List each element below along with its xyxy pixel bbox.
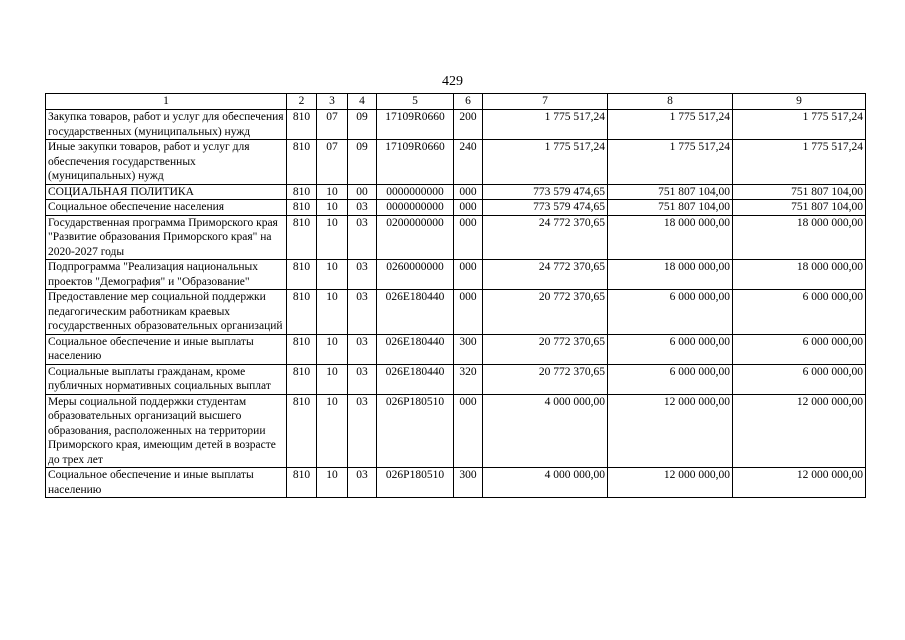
row-amount-col-9: 1 775 517,24 [733,140,866,185]
row-col-6: 000 [454,200,483,216]
row-col-2: 810 [287,334,317,364]
row-col-5: 17109R0660 [377,140,454,185]
row-amount-col-9: 1 775 517,24 [733,110,866,140]
row-amount-col-9: 18 000 000,00 [733,260,866,290]
row-col-2: 810 [287,468,317,498]
row-col-4: 09 [348,140,377,185]
row-amount-col-9: 6 000 000,00 [733,364,866,394]
row-col-3: 10 [317,290,348,335]
row-amount-col-7: 20 772 370,65 [483,334,608,364]
row-col-4: 03 [348,200,377,216]
row-amount-col-7: 1 775 517,24 [483,110,608,140]
header-col-5: 5 [377,94,454,110]
row-col-5: 0000000000 [377,200,454,216]
row-col-3: 10 [317,334,348,364]
row-col-6: 000 [454,290,483,335]
row-amount-col-7: 773 579 474,65 [483,184,608,200]
row-amount-col-8: 751 807 104,00 [608,200,733,216]
row-col-4: 03 [348,215,377,260]
row-amount-col-8: 18 000 000,00 [608,215,733,260]
row-amount-col-8: 6 000 000,00 [608,290,733,335]
row-col-4: 03 [348,290,377,335]
row-col-5: 0200000000 [377,215,454,260]
row-name: Предоставление мер социальной поддержки педагогическим работникам краевых государственных образовательных организаций [46,290,287,335]
row-amount-col-7: 4 000 000,00 [483,394,608,468]
row-amount-col-8: 6 000 000,00 [608,364,733,394]
header-col-8: 8 [608,94,733,110]
row-col-6: 000 [454,215,483,260]
row-amount-col-8: 12 000 000,00 [608,468,733,498]
row-col-5: 026Е180440 [377,364,454,394]
row-name: Социальные выплаты гражданам, кроме публичных нормативных социальных выплат [46,364,287,394]
header-col-4: 4 [348,94,377,110]
row-amount-col-9: 18 000 000,00 [733,215,866,260]
row-col-4: 03 [348,260,377,290]
row-col-3: 07 [317,140,348,185]
table-row [46,394,866,468]
table-row [46,468,866,498]
row-name: Государственная программа Приморского края "Развитие образования Приморского края" на 2020-2027 годы [46,215,287,260]
row-amount-col-9: 6 000 000,00 [733,290,866,335]
row-name: Социальное обеспечение населения [46,200,287,216]
table-row [46,140,866,185]
row-amount-col-8: 6 000 000,00 [608,334,733,364]
budget-table [45,93,866,498]
row-col-3: 10 [317,394,348,468]
table-row [46,290,866,335]
row-amount-col-7: 20 772 370,65 [483,290,608,335]
row-col-5: 026Р180510 [377,468,454,498]
row-col-4: 09 [348,110,377,140]
row-col-6: 200 [454,110,483,140]
row-name: Иные закупки товаров, работ и услуг для обеспечения государственных (муниципальных) нужд [46,140,287,185]
row-name: Подпрограмма "Реализация национальных проектов "Демография" и "Образование" [46,260,287,290]
row-col-2: 810 [287,110,317,140]
row-col-3: 10 [317,260,348,290]
row-col-5: 0260000000 [377,260,454,290]
header-col-7: 7 [483,94,608,110]
row-col-3: 10 [317,468,348,498]
table-row [46,260,866,290]
row-name: Меры социальной поддержки студентам образовательных организаций высшего образования, расположенных на территории Приморского края, имеющим детей в возрасте до трех лет [46,394,287,468]
row-col-5: 026Е180440 [377,334,454,364]
row-col-4: 03 [348,394,377,468]
row-col-2: 810 [287,200,317,216]
row-amount-col-8: 1 775 517,24 [608,110,733,140]
row-col-2: 810 [287,290,317,335]
row-amount-col-7: 24 772 370,65 [483,260,608,290]
row-col-4: 03 [348,334,377,364]
header-row [46,94,866,110]
row-col-5: 026Р180510 [377,394,454,468]
table-row [46,110,866,140]
row-col-6: 300 [454,468,483,498]
row-amount-col-8: 751 807 104,00 [608,184,733,200]
row-col-2: 810 [287,140,317,185]
header-col-6: 6 [454,94,483,110]
row-amount-col-7: 773 579 474,65 [483,200,608,216]
row-amount-col-9: 12 000 000,00 [733,468,866,498]
row-col-5: 17109R0660 [377,110,454,140]
table-row [46,334,866,364]
row-col-3: 10 [317,200,348,216]
row-col-2: 810 [287,394,317,468]
row-col-2: 810 [287,260,317,290]
page-number: 429 [442,74,463,89]
header-col-9: 9 [733,94,866,110]
row-amount-col-7: 24 772 370,65 [483,215,608,260]
row-col-2: 810 [287,215,317,260]
header-col-1: 1 [46,94,287,110]
row-amount-col-9: 6 000 000,00 [733,334,866,364]
row-col-4: 03 [348,364,377,394]
row-col-6: 240 [454,140,483,185]
table-row [46,200,866,216]
row-amount-col-7: 20 772 370,65 [483,364,608,394]
row-amount-col-8: 18 000 000,00 [608,260,733,290]
row-col-4: 00 [348,184,377,200]
row-col-2: 810 [287,184,317,200]
row-col-6: 000 [454,260,483,290]
row-name: Закупка товаров, работ и услуг для обеспечения государственных (муниципальных) нужд [46,110,287,140]
row-col-6: 000 [454,394,483,468]
row-col-3: 10 [317,184,348,200]
row-col-3: 10 [317,364,348,394]
row-col-2: 810 [287,364,317,394]
row-name: Социальное обеспечение и иные выплаты населению [46,468,287,498]
row-amount-col-9: 751 807 104,00 [733,184,866,200]
row-col-6: 000 [454,184,483,200]
row-amount-col-9: 12 000 000,00 [733,394,866,468]
row-amount-col-7: 1 775 517,24 [483,140,608,185]
table-row [46,184,866,200]
table-row [46,215,866,260]
row-name: СОЦИАЛЬНАЯ ПОЛИТИКА [46,184,287,200]
header-col-3: 3 [317,94,348,110]
table-row [46,364,866,394]
row-amount-col-8: 1 775 517,24 [608,140,733,185]
row-col-5: 0000000000 [377,184,454,200]
row-col-6: 320 [454,364,483,394]
header-col-2: 2 [287,94,317,110]
row-col-4: 03 [348,468,377,498]
row-amount-col-7: 4 000 000,00 [483,468,608,498]
row-col-5: 026Е180440 [377,290,454,335]
row-col-6: 300 [454,334,483,364]
row-amount-col-8: 12 000 000,00 [608,394,733,468]
row-col-3: 07 [317,110,348,140]
row-col-3: 10 [317,215,348,260]
row-amount-col-9: 751 807 104,00 [733,200,866,216]
row-name: Социальное обеспечение и иные выплаты населению [46,334,287,364]
